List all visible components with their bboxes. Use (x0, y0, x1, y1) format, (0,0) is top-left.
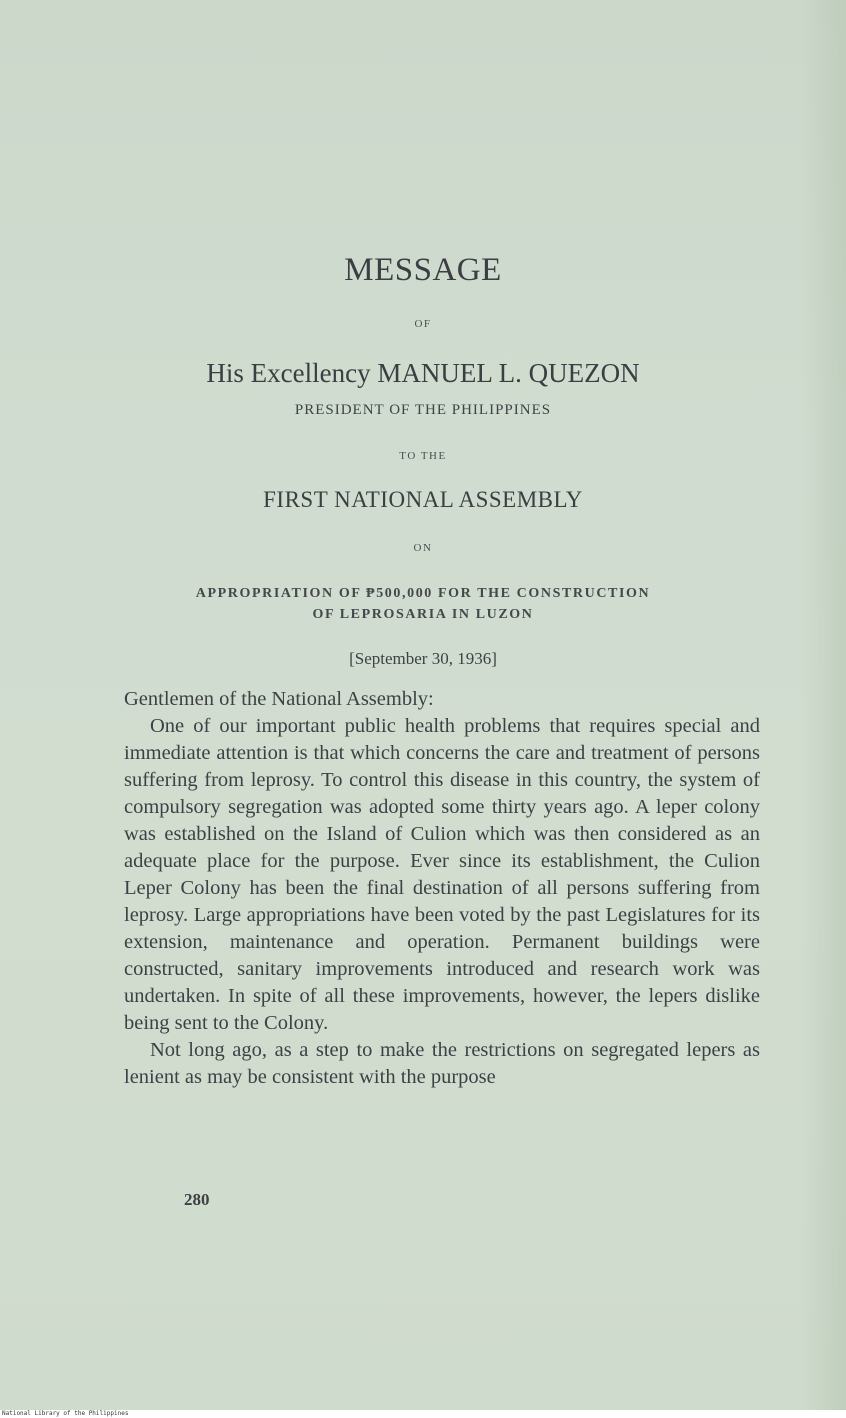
connector-on: ON (413, 542, 433, 554)
author-line: His Excellency MANUEL L. QUEZON (206, 358, 640, 388)
page-edge-shadow (800, 0, 846, 1410)
page-number: 280 (184, 1190, 210, 1209)
connector-of: OF (414, 318, 432, 330)
document-title: MESSAGE (344, 252, 502, 288)
footer-bar (0, 1410, 846, 1418)
subject-line-1: APPROPRIATION OF ₱500,000 FOR THE CONSTRUCTION (195, 586, 651, 601)
message-date: [September 30, 1936] (349, 649, 497, 668)
subject-heading (0, 583, 846, 625)
footer-credit: National Library of the Philippines (2, 1410, 129, 1417)
recipient-line: FIRST NATIONAL ASSEMBLY (263, 487, 583, 512)
author-title: PRESIDENT OF THE PHILIPPINES (294, 402, 552, 418)
connector-to-the: TO THE (399, 450, 447, 462)
paragraph-1: One of our important public health problems that requires special and immediate attention is that which concerns the care and treatment of persons suffering from leprosy. To control this disease in this country, the system of compulsory segregation was adopted some thirty years ago. A leper colony was established on the Island of Culion which was then considered as an adequate place for the purpose. Ever since its establishment, the Culion Leper Colony has been the final destination of all persons suffering from leprosy. Large appropriations have been voted by the past Legislatures for its extension, maintenance and operation. Permanent buildings were constructed, sanitary improvements introduced and research work was undertaken. In spite of all these improvements, however, the lepers dislike being sent to the Colony. (124, 715, 760, 1034)
message-body (124, 686, 760, 1091)
paragraph-2: Not long ago, as a step to make the restrictions on segregated lepers as lenient as may be consistent with the purpose (124, 1039, 760, 1088)
salutation: Gentlemen of the National Assembly: (124, 688, 434, 710)
subject-line-2: OF LEPROSARIA IN LUZON (312, 607, 534, 622)
